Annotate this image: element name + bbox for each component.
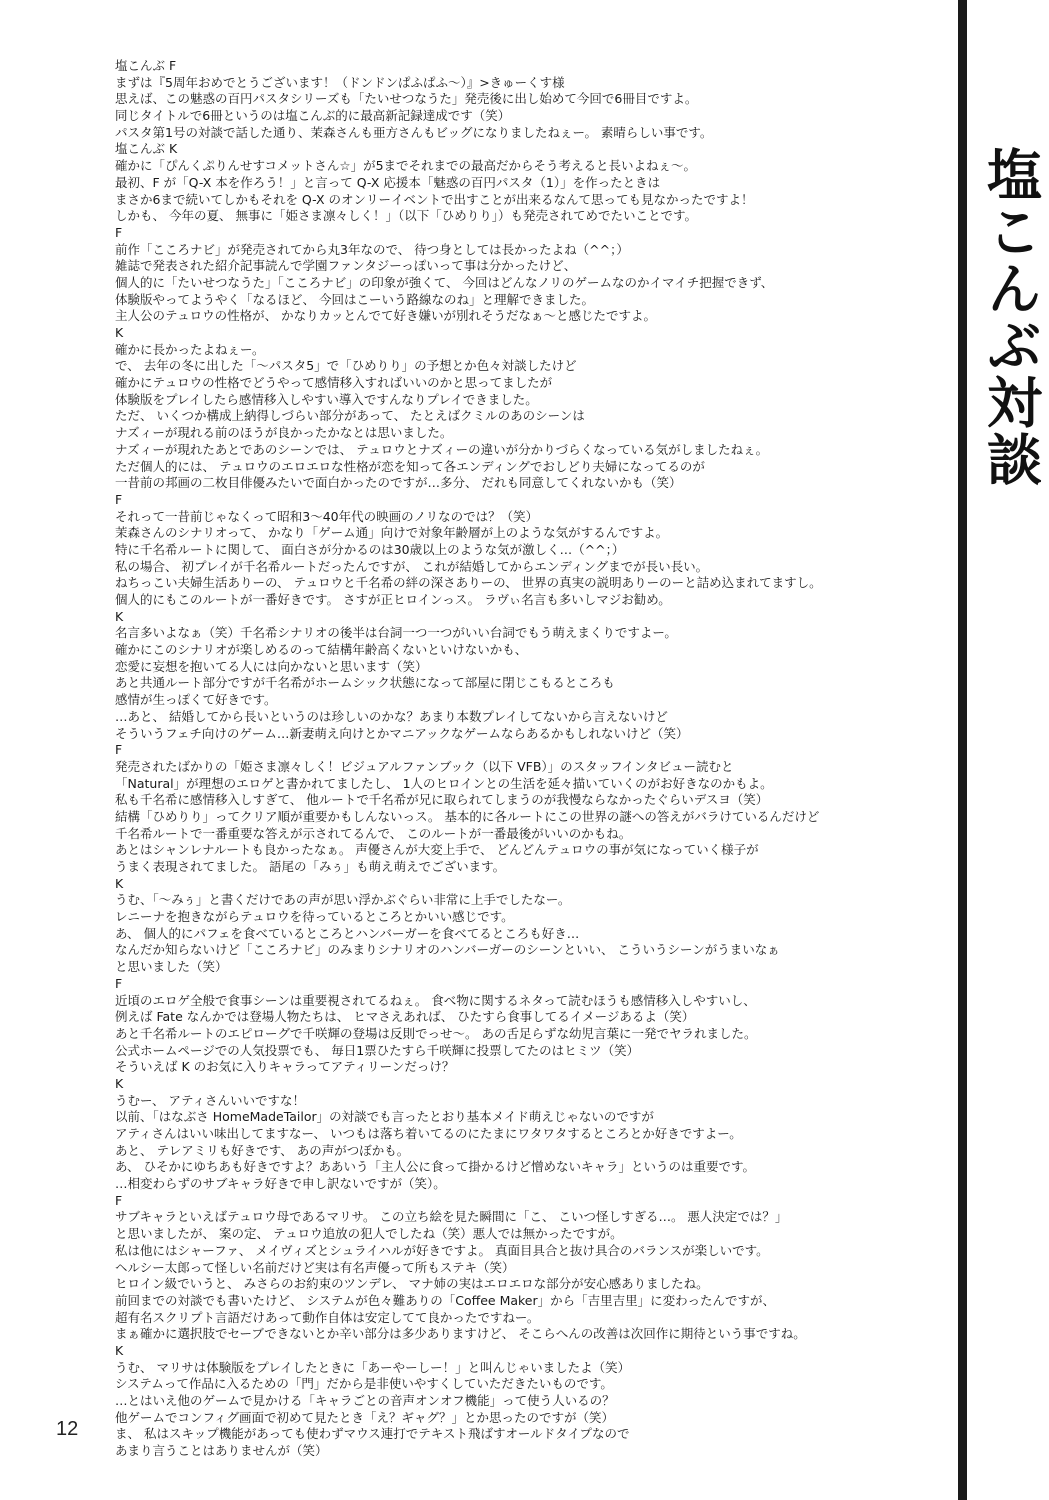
text-line: F	[115, 491, 123, 507]
text-line: と思いましたが、 案の定、 テュロウ追放の犯人でしたね（笑）悪人では無かったですが。	[115, 1226, 623, 1242]
text-line: と思いました（笑）	[115, 959, 228, 975]
text-line: 他ゲームでコンフィグ画面で初めて見たとき「え？ギャグ？」とか思ったのですが（笑）	[115, 1409, 615, 1425]
text-line: ナズィーが現れたあとであのシーンでは、 テュロウとナズィーの違いが分かりづらくなっている気がしましたねぇ。	[115, 441, 769, 457]
text-line: 個人的に「たいせつなうた」「こころナビ」の印象が強くて、 今回はどんなノリのゲームなのかイマイチ把握できず、	[115, 274, 774, 290]
text-line: 確かにテュロウの性格でどうやって感情移入すればいいのかと思ってましたが	[115, 375, 553, 391]
text-line: サブキャラといえばテュロウ母であるマリサ。 この立ち絵を見た瞬間に「こ、 こいつ怪しすぎる…。 悪人決定では？」	[115, 1209, 788, 1225]
text-line: …とはいえ他のゲームで見かける「キャラごとの音声オンオフ機能」って使う人いるの？	[115, 1393, 615, 1408]
text-line: F	[115, 1192, 123, 1208]
text-line: F	[115, 975, 123, 991]
text-line: あと千名希ルートのエピローグで千咲輝の登場は反則でっせ〜。 あの舌足らずな幼児言葉に一発でヤラれました。	[115, 1025, 757, 1041]
text-line: 前作「こころナビ」が発売されてから丸3年なので、 待つ身としては長かったよね（^^；）	[115, 241, 629, 257]
text-line: うむ、「〜みぅ」と書くだけであの声が思い浮かぶぐらい非常に上手でしたなー。	[115, 892, 571, 908]
text-line: 発売されたばかりの「姫さま凛々しく！ビジュアルファンブック（以下 VFB）」のスタッフインタビュー読むと	[115, 758, 734, 774]
text-line: 一昔前の邦画の二枚目俳優みたいで面白かったのですが…多分、 だれも同意してくれないかも（笑）	[115, 475, 682, 491]
text-line: 私も千名希に感情移入しすぎて、 他ルートで千名希が兄に取られてしまうのが我慢ならなかったぐらいデスヨ（笑）	[115, 792, 769, 808]
text-line: 塩こんぶ F	[115, 58, 177, 73]
text-line: あ、 個人的にパフェを食べているところとハンバーガーを食べてるところも好き…	[115, 925, 580, 941]
text-line: 茉森さんのシナリオって、 かなり「ゲーム通」向けで対象年齢層が上のような気がするんですよ。	[115, 525, 669, 541]
text-line: 感情が生っぽくて好きです。	[115, 692, 277, 708]
text-line: ヘルシー太郎って怪しい名前だけど実は有名声優って所もステキ（笑）	[115, 1259, 515, 1275]
text-line: 以前、「はなぶさ HomeMadeTailor」の対談でも言ったとおり基本メイド萌えじゃないのですが	[115, 1109, 654, 1125]
text-line: そういえば K のお気に入りキャラってアティリーンだっけ？	[115, 1059, 455, 1075]
text-line: ただ、 いくつか構成上納得しづらい部分があって、 たとえばクミルのあのシーンは	[115, 408, 585, 424]
text-line: ねちっこい夫婦生活ありーの、 テュロウと千名希の絆の深さありーの、 世界の真実の説明ありーのーと詰め込まれてますし。	[115, 575, 822, 591]
text-line: 超有名スクリプト言語だけあって動作自体は安定してて良かったですねー。	[115, 1309, 540, 1325]
text-line: …相変わらずのサブキャラ好きで申し訳ないですが（笑）。	[115, 1176, 446, 1192]
text-line: 前回までの対談でも書いたけど、 システムが色々難ありの「Coffee Maker」から「吉里吉里」に変わったんですが、	[115, 1292, 776, 1308]
text-line: 公式ホームページでの人気投票でも、 毎日1票ひたすら千咲輝に投票してたのはヒミツ（笑）	[115, 1042, 640, 1058]
text-line: 塩こんぶ K	[115, 141, 178, 157]
page-number: 12	[56, 1418, 79, 1440]
text-line: 結構「ひめりり」ってクリア順が重要かもしんないっス。 基本的に各ルートにこの世界の謎への答えがバラけているんだけど	[115, 808, 820, 824]
text-line: 近頃のエロゲ全般で食事シーンは重要視されてるねぇ。 食べ物に関するネタって読むほうも感情移入しやすいし、	[115, 992, 756, 1008]
text-line: うむ、 マリサは体験版をプレイしたときに「あーやーしー！」と叫んじゃいましたよ（笑）	[115, 1359, 631, 1375]
text-line: 最初、F が「Q-X 本を作ろう！」と言って Q-X 応援本「魅惑の百円パスタ（1）」を作ったときは	[115, 174, 661, 190]
text-line: で、 去年の冬に出した「〜パスタ5」で「ひめりり」の予想とか色々対談したけど	[115, 358, 577, 374]
text-line: あとはシャンレナルートも良かったなぁ。 声優さんが大変上手で、 どんどんテュロウの事が気になっていく様子が	[115, 842, 759, 858]
page-title: 塩こんぶ対談	[978, 146, 1042, 488]
text-line: 私は他にはシャーファ、 メイヴィズとシュライハルが好きですよ。 真面目具合と抜け具合のバランスが楽しいです。	[115, 1242, 769, 1258]
text-line: 千名希ルートで一番重要な答えが示されてるんで、 このルートが一番最後がいいのかもね。	[115, 825, 632, 841]
text-line: 私の場合、 初プレイが千名希ルートだったんですが、 これが結婚してからエンディングまでが長い長い。	[115, 558, 709, 574]
text-line: 主人公のテュロウの性格が、 かなりカッとんでて好き嫌いが別れそうだなぁ〜と感じたですよ。	[115, 308, 656, 324]
dialogue-text-block	[115, 58, 930, 1460]
text-line: K	[115, 325, 124, 340]
text-line: アティさんはいい味出してますなー、 いつもは落ち着いてるのにたまにワタワタするところとか好きですよー。	[115, 1126, 742, 1141]
text-line: ま、 私はスキップ機能があっても使わずマウス連打でテキスト飛ばすオールドタイプなので	[115, 1426, 630, 1442]
text-line: しかも、 今年の夏、 無事に「姫さま凛々しく！」（以下「ひめりり」）も発売されてめでたいことです。	[115, 208, 697, 224]
text-line: 確かにこのシナリオが楽しめるのって結構年齢高くないといけないかも、	[115, 642, 528, 658]
text-line: まさか6まで続いてしかもそれを Q-X のオンリーイベントで出すことが出来るなんて思っても見なかったですよ！	[115, 191, 754, 207]
text-line: うまく表現されてました。 語尾の「みぅ」も萌え萌えでございます。	[115, 859, 506, 874]
text-line: それって一昔前じゃなくって昭和3〜40年代の映画のノリなのでは？（笑）	[115, 508, 539, 524]
text-line: なんだか知らないけど「こころナビ」のみまりシナリオのハンバーガーのシーンといい、 こういうシーンがうまいなぁ	[115, 942, 780, 958]
text-line: 思えば、この魅惑の百円パスタシリーズも「たいせつなうた」発売後に出し始めて今回で6冊目ですよ。	[115, 91, 698, 107]
title-side-strip	[958, 0, 1049, 1500]
text-line: 「Natural」が理想のエロゲと書かれてましたし、 1人のヒロインとの生活を延々描いていくのがお好きなのかもよ。	[115, 775, 773, 791]
text-line: 雑誌で発表された紹介記事読んで学園ファンタジーっぽいって事は分かったけど、	[115, 258, 577, 274]
text-line: あと、 テレアミリも好きです、 あの声がつぼかも。	[115, 1142, 410, 1158]
text-line: うむー、 アティさんいいですな！	[115, 1092, 305, 1108]
text-line: ナズィーが現れる前のほうが良かったかなとは思いました。	[115, 425, 453, 441]
text-line: あ、 ひそかにゆちあも好きですよ？ああいう「主人公に食って掛かるけど憎めないキャラ」というのは重要です。	[115, 1159, 755, 1175]
text-line: 名言多いよなぁ（笑）千名希シナリオの後半は台詞一つ一つがいい台詞でもう萌えまくりですよー。	[115, 625, 677, 641]
text-line: レニーナを抱きながらテュロウを待っているところとかいい感じです。	[115, 909, 514, 925]
text-line: まずは『5周年おめでとうございます！（ドンドンぱふぱふ〜）』>きゅーくす様	[115, 74, 565, 90]
text-line: ヒロイン級でいうと、 みさらのお約束のツンデレ、 マナ姉の実はエロエロな部分が安心感ありましたね。	[115, 1276, 709, 1292]
text-line: K	[115, 608, 124, 624]
text-line: K	[115, 1075, 124, 1091]
text-line: あまり言うことはありませんが（笑）	[115, 1443, 328, 1459]
text-line: 確かに長かったよねぇー。	[115, 341, 265, 357]
text-line: 恋愛に妄想を抱いてる人には向かないと思います（笑）	[115, 658, 428, 674]
text-line: ただ個人的には、 テュロウのエロエロな性格が恋を知って各エンディングでおしどり夫婦になってるのが	[115, 458, 705, 474]
text-line: 確かに「ぴんくぷりんせすコメットさん☆」が5までそれまでの最高だからそう考えると長いよねぇ〜。	[115, 158, 697, 174]
text-line: パスタ第1号の対談で話した通り、茉森さんも亜方さんもビッグになりましたねぇー。 素晴らしい事です。	[115, 124, 713, 140]
text-line: 例えば Fate なんかでは登場人物たちは、 ヒマさえあれば、 ひたすら食事してるイメージあるよ（笑）	[115, 1009, 695, 1025]
text-line: 体験版やってようやく「なるほど、 今回はこーいう路線なのね」と理解できました。	[115, 291, 594, 307]
text-line: 個人的にもこのルートが一番好きです。 さすが正ヒロインっス。 ラヴぃ名言も多いしマジお勧め。	[115, 592, 671, 607]
text-line: F	[115, 224, 123, 240]
text-line: まぁ確かに選択肢でセーブできないとか辛い部分は多少ありますけど、 そこらへんの改善は次回作に期待という事ですね。	[115, 1326, 806, 1342]
text-line: 体験版をプレイしたら感情移入しやすい導入ですんなりプレイできました。	[115, 391, 538, 407]
text-line: 同じタイトルで6冊というのは塩こんぶ的に最高新記録達成です（笑）	[115, 108, 511, 124]
text-line: システムって作品に入るための「門」だから是非使いやすくしていただきたいものです。	[115, 1376, 613, 1392]
text-line: …あと、 結婚してから長いというのは珍しいのかな？あまり本数プレイしてないから言えないけど	[115, 708, 668, 724]
text-line: F	[115, 742, 123, 758]
text-line: 特に千名希ルートに関して、 面白さが分かるのは30歳以上のような気が激しく…（^^；）	[115, 541, 625, 557]
text-line: K	[115, 875, 124, 891]
text-line: K	[115, 1342, 124, 1358]
text-line: そういうフェチ向けのゲーム…新妻萌え向けとかマニアックなゲームならあるかもしれないけど（笑）	[115, 725, 689, 741]
text-line: あと共通ルート部分ですが千名希がホームシック状態になって部屋に閉じこもるところも	[115, 675, 615, 691]
